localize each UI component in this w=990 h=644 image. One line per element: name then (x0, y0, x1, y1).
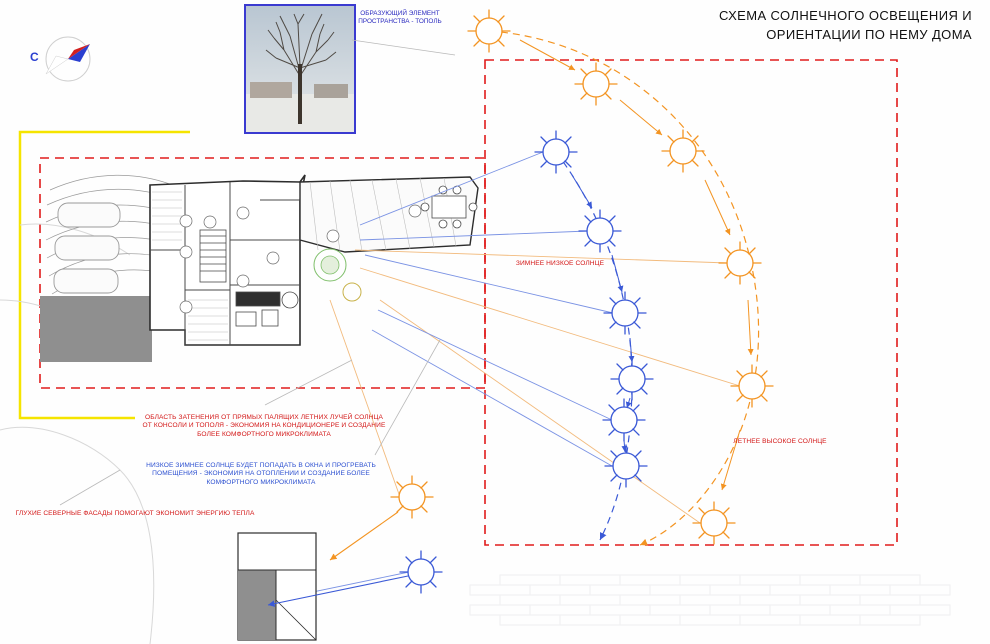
tree-photo (244, 4, 356, 134)
shade-section-diagram (238, 512, 408, 640)
summer-rays (330, 250, 740, 523)
winter-rays (250, 152, 613, 605)
north-facade-note: ГЛУХИЕ СЕВЕРНЫЕ ФАСАДЫ ПОМОГАЮТ ЭКОНОМИТ ЭНЕРГИЮ ТЕПЛА (15, 510, 255, 517)
compass-north-label: С (30, 50, 39, 64)
compass (28, 36, 98, 82)
summer-sun-path (489, 31, 759, 545)
winter-sun-path (556, 152, 632, 540)
page-title (719, 6, 972, 44)
summer-sun-label: ЛЕТНЕЕ ВЫСОКОЕ СОЛНЦЕ (733, 438, 827, 445)
winter-sun-label: ЗИМНЕЕ НИЗКОЕ СОЛНЦЕ (515, 260, 605, 267)
planting-symbol (314, 249, 361, 301)
shade-note: ОБЛАСТЬ ЗАТЕНЕНИЯ ОТ ПРЯМЫХ ПАЛЯЩИХ ЛЕТНИХ ЛУЧЕЙ СОЛНЦА ОТ КОНСОЛИ И ТОПОЛЯ - ЭКОНОМИЯ НА КОНДИЦИОНЕРЕ И СОЗДАНИЕ БОЛЕЕ КОМФОРТНОГО МИКРОКЛИМАТА (142, 414, 386, 438)
site-plan-zone (40, 158, 485, 388)
page-title-line2: ОРИЕНТАЦИИ ПО НЕМУ ДОМА (766, 27, 972, 42)
winter-note: НИЗКОЕ ЗИМНЕЕ СОЛНЦЕ БУДЕТ ПОПАДАТЬ В ОКНА И ПРОГРЕВАТЬ ПОМЕЩЕНИЯ - ЭКОНОМИЯ НА ОТОПЛЕНИИ И СОЗДАНИЕ БОЛЕЕ КОМФОРТНОГО МИКРОКЛИМАТА (146, 462, 376, 486)
tree-photo-caption: ОБРАЗУЮЩИЙ ЭЛЕМЕНТ ПРОСТРАНСТВА - ТОПОЛЬ (358, 10, 442, 26)
sun-path-zone (485, 60, 897, 545)
house-plan (40, 175, 478, 362)
page-title-line1: СХЕМА СОЛНЕЧНОГО ОСВЕЩЕНИЯ И (719, 8, 972, 23)
terrain-contours (0, 224, 154, 644)
tree-branches-icon (246, 6, 354, 132)
site-boundary-yellow (20, 132, 190, 418)
summer-sun-glyphs (391, 10, 773, 544)
winter-sun-glyphs (400, 131, 653, 593)
terrace-fill (40, 296, 152, 362)
sun-glyph-group (391, 10, 773, 593)
